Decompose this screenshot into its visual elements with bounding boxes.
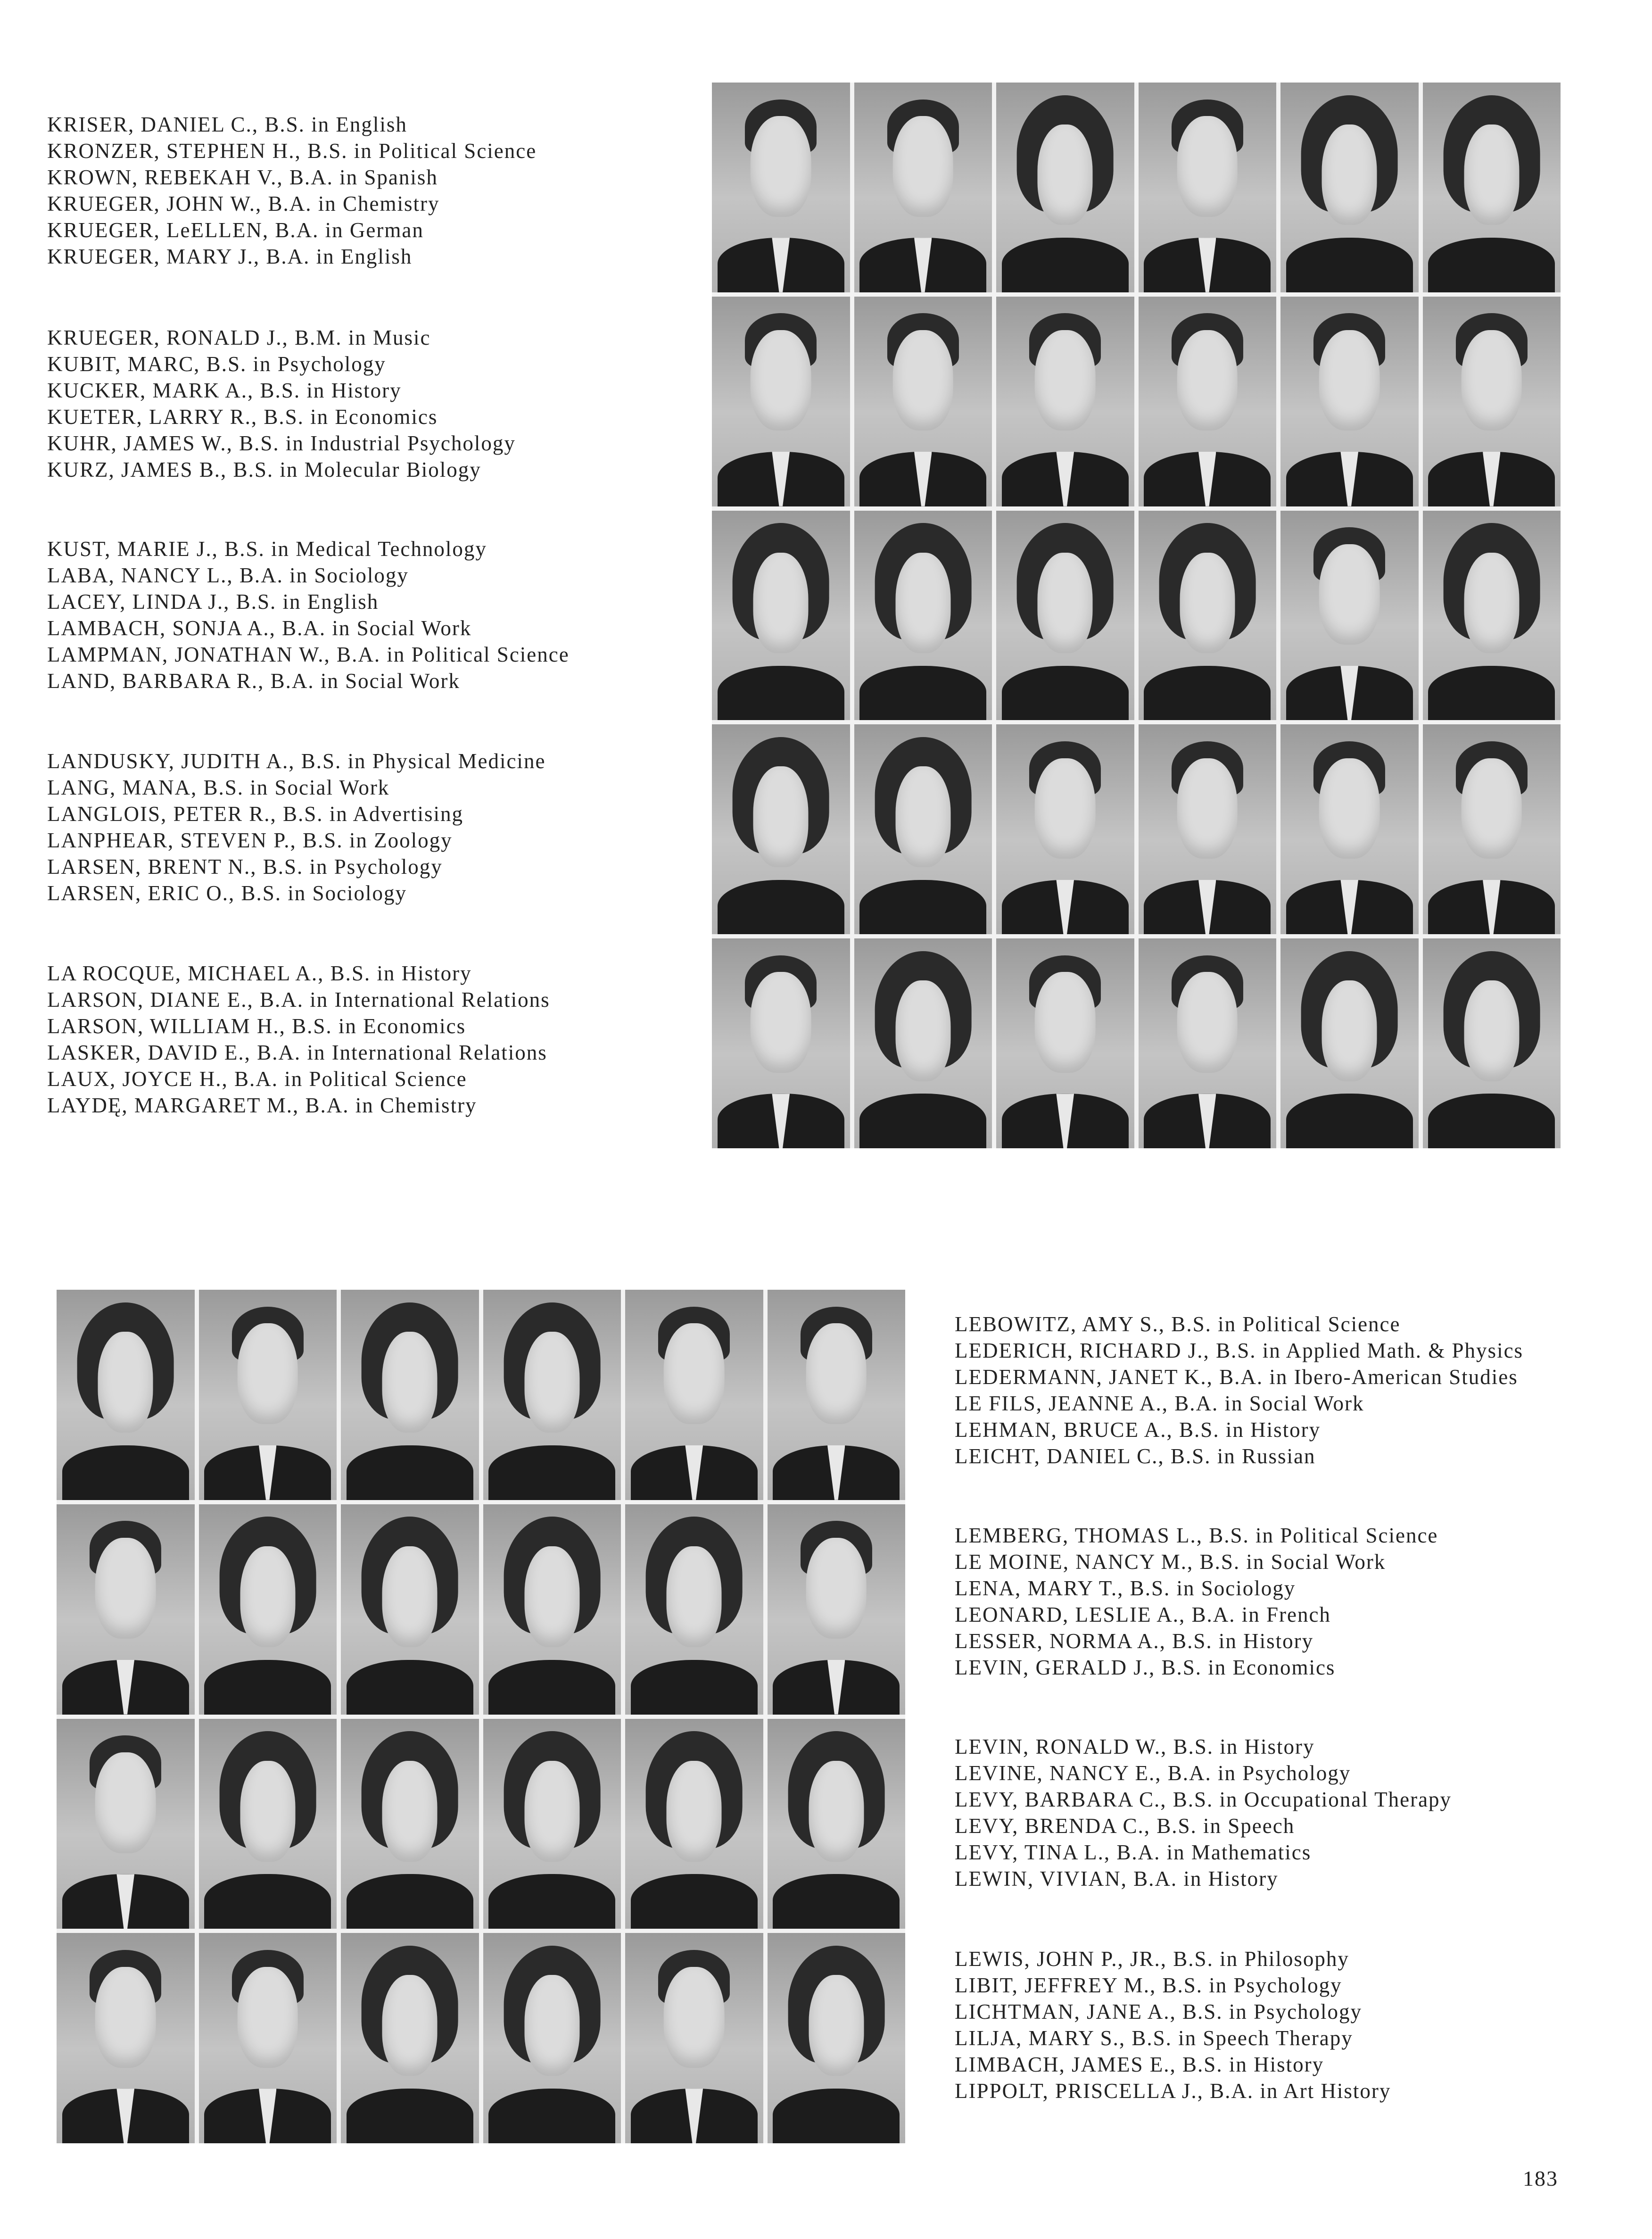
portrait-photo xyxy=(712,297,850,506)
portrait-photo xyxy=(1423,297,1561,506)
portrait-photo xyxy=(341,1719,479,1929)
bottom-name-list xyxy=(955,1733,1452,1892)
name-entry: KRONZER, STEPHEN H., B.S. in Political Science xyxy=(47,139,537,163)
name-entry: LEDERICH, RICHARD J., B.S. in Applied Math. & Physics xyxy=(955,1339,1524,1362)
portrait-photo xyxy=(712,724,850,934)
portrait-photo xyxy=(625,1719,763,1929)
portrait-photo xyxy=(712,938,850,1148)
portrait-photo xyxy=(483,1290,621,1500)
name-entry: LAMPMAN, JONATHAN W., B.A. in Political Science xyxy=(47,643,570,666)
name-entry: LILJA, MARY S., B.S. in Speech Therapy xyxy=(955,2026,1353,2050)
name-entry: KRUEGER, MARY J., B.A. in English xyxy=(47,245,413,268)
name-entry: LEVIN, GERALD J., B.S. in Economics xyxy=(955,1656,1336,1679)
name-entry: LAUX, JOYCE H., B.A. in Political Science xyxy=(47,1067,467,1091)
portrait-photo xyxy=(854,938,992,1148)
portrait-photo xyxy=(712,511,850,721)
portrait-photo xyxy=(483,1504,621,1715)
name-entry: LEVINE, NANCY E., B.A. in Psychology xyxy=(955,1761,1351,1785)
name-entry: LAMBACH, SONJA A., B.A. in Social Work xyxy=(47,616,472,640)
portrait-photo xyxy=(199,1719,337,1929)
name-entry: LEDERMANN, JANET K., B.A. in Ibero-American Studies xyxy=(955,1365,1518,1389)
name-entry: LASKER, DAVID E., B.A. in International Relations xyxy=(47,1041,547,1064)
portrait-photo xyxy=(854,511,992,721)
page-number: 183 xyxy=(1523,2166,1558,2190)
name-entry: KURZ, JAMES B., B.S. in Molecular Biology xyxy=(47,458,481,481)
name-entry: LEVY, BRENDA C., B.S. in Speech xyxy=(955,1814,1295,1838)
bottom-name-list xyxy=(955,1522,1438,1681)
portrait-photo xyxy=(341,1290,479,1500)
portrait-photo xyxy=(625,1504,763,1715)
portrait-photo xyxy=(854,297,992,506)
name-entry: LEICHT, DANIEL C., B.S. in Russian xyxy=(955,1444,1316,1468)
name-entry: LARSEN, BRENT N., B.S. in Psychology xyxy=(47,855,443,879)
portrait-photo xyxy=(57,1933,195,2143)
portrait-photo xyxy=(996,938,1134,1148)
name-entry: LIPPOLT, PRISCELLA J., B.A. in Art History xyxy=(955,2079,1391,2103)
name-entry: LARSEN, ERIC O., B.S. in Sociology xyxy=(47,881,407,905)
portrait-photo xyxy=(996,724,1134,934)
portrait-photo xyxy=(854,83,992,292)
name-entry: LEONARD, LESLIE A., B.A. in French xyxy=(955,1603,1331,1626)
name-entry: LEBOWITZ, AMY S., B.S. in Political Science xyxy=(955,1312,1401,1336)
name-entry: KRUEGER, JOHN W., B.A. in Chemistry xyxy=(47,192,440,216)
portrait-photo xyxy=(1139,938,1277,1148)
name-entry: KUST, MARIE J., B.S. in Medical Technology xyxy=(47,537,487,561)
name-entry: LA ROCQUE, MICHAEL A., B.S. in History xyxy=(47,962,472,985)
name-entry: LACEY, LINDA J., B.S. in English xyxy=(47,590,379,614)
name-entry: LEHMAN, BRUCE A., B.S. in History xyxy=(955,1418,1321,1442)
name-entry: LEWIS, JOHN P., JR., B.S. in Philosophy xyxy=(955,1947,1349,1971)
name-entry: KROWN, REBEKAH V., B.A. in Spanish xyxy=(47,166,438,189)
name-entry: LE FILS, JEANNE A., B.A. in Social Work xyxy=(955,1392,1364,1415)
name-entry: LEVY, TINA L., B.A. in Mathematics xyxy=(955,1841,1312,1864)
portrait-photo xyxy=(1139,511,1277,721)
name-entry: LEVIN, RONALD W., B.S. in History xyxy=(955,1735,1315,1758)
name-entry: LARSON, DIANE E., B.A. in International Relations xyxy=(47,988,550,1012)
name-entry: KRUEGER, RONALD J., B.M. in Music xyxy=(47,326,431,349)
portrait-photo xyxy=(1280,938,1419,1148)
name-entry: LAYDĘ, MARGARET M., B.A. in Chemistry xyxy=(47,1094,477,1117)
top-name-list xyxy=(47,960,550,1119)
name-entry: LENA, MARY T., B.S. in Sociology xyxy=(955,1576,1296,1600)
name-entry: LEWIN, VIVIAN, B.A. in History xyxy=(955,1867,1279,1891)
name-entry: LAND, BARBARA R., B.A. in Social Work xyxy=(47,669,460,693)
name-entry: KUETER, LARRY R., B.S. in Economics xyxy=(47,405,438,429)
top-name-list xyxy=(47,536,570,694)
portrait-photo xyxy=(1280,297,1419,506)
bottom-name-list xyxy=(955,1311,1523,1469)
top-photo-grid xyxy=(712,83,1561,1148)
portrait-photo xyxy=(712,83,850,292)
portrait-photo xyxy=(1139,83,1277,292)
portrait-photo xyxy=(625,1933,763,2143)
portrait-photo xyxy=(1423,724,1561,934)
portrait-photo xyxy=(341,1504,479,1715)
top-name-list xyxy=(47,748,545,906)
portrait-photo xyxy=(199,1504,337,1715)
portrait-photo xyxy=(768,1719,906,1929)
name-entry: KRISER, DANIEL C., B.S. in English xyxy=(47,113,407,136)
portrait-photo xyxy=(1423,938,1561,1148)
portrait-photo xyxy=(199,1933,337,2143)
name-entry: LANG, MANA, B.S. in Social Work xyxy=(47,776,390,799)
portrait-photo xyxy=(1280,511,1419,721)
bottom-name-list xyxy=(955,1946,1391,2104)
portrait-photo xyxy=(1423,83,1561,292)
portrait-photo xyxy=(996,511,1134,721)
name-entry: KUCKER, MARK A., B.S. in History xyxy=(47,379,402,402)
portrait-photo xyxy=(57,1719,195,1929)
name-entry: KUHR, JAMES W., B.S. in Industrial Psychology xyxy=(47,431,516,455)
name-entry: LABA, NANCY L., B.A. in Sociology xyxy=(47,564,409,587)
portrait-photo xyxy=(1139,724,1277,934)
name-entry: LANDUSKY, JUDITH A., B.S. in Physical Medicine xyxy=(47,749,546,773)
name-entry: LIBIT, JEFFREY M., B.S. in Psychology xyxy=(955,1974,1342,1997)
portrait-photo xyxy=(57,1504,195,1715)
portrait-photo xyxy=(996,83,1134,292)
portrait-photo xyxy=(483,1933,621,2143)
portrait-photo xyxy=(768,1290,906,1500)
portrait-photo xyxy=(57,1290,195,1500)
portrait-photo xyxy=(199,1290,337,1500)
top-name-list xyxy=(47,111,537,270)
name-entry: LANPHEAR, STEVEN P., B.S. in Zoology xyxy=(47,829,453,852)
portrait-photo xyxy=(1139,297,1277,506)
portrait-photo xyxy=(768,1933,906,2143)
name-entry: LESSER, NORMA A., B.S. in History xyxy=(955,1629,1314,1653)
portrait-photo xyxy=(625,1290,763,1500)
name-entry: KRUEGER, LeELLEN, B.A. in German xyxy=(47,218,424,242)
name-entry: LE MOINE, NANCY M., B.S. in Social Work xyxy=(955,1550,1386,1574)
portrait-photo xyxy=(996,297,1134,506)
name-entry: LICHTMAN, JANE A., B.S. in Psychology xyxy=(955,2000,1363,2023)
portrait-photo xyxy=(483,1719,621,1929)
portrait-photo xyxy=(1280,83,1419,292)
name-entry: KUBIT, MARC, B.S. in Psychology xyxy=(47,352,386,376)
portrait-photo xyxy=(854,724,992,934)
portrait-photo xyxy=(1280,724,1419,934)
top-name-list xyxy=(47,324,516,483)
bottom-photo-grid xyxy=(57,1290,905,2143)
name-entry: LANGLOIS, PETER R., B.S. in Advertising xyxy=(47,802,464,826)
name-entry: LIMBACH, JAMES E., B.S. in History xyxy=(955,2053,1324,2076)
name-entry: LARSON, WILLIAM H., B.S. in Economics xyxy=(47,1014,466,1038)
portrait-photo xyxy=(341,1933,479,2143)
portrait-photo xyxy=(1423,511,1561,721)
name-entry: LEMBERG, THOMAS L., B.S. in Political Science xyxy=(955,1524,1438,1547)
name-entry: LEVY, BARBARA C., B.S. in Occupational Therapy xyxy=(955,1788,1452,1811)
portrait-photo xyxy=(768,1504,906,1715)
